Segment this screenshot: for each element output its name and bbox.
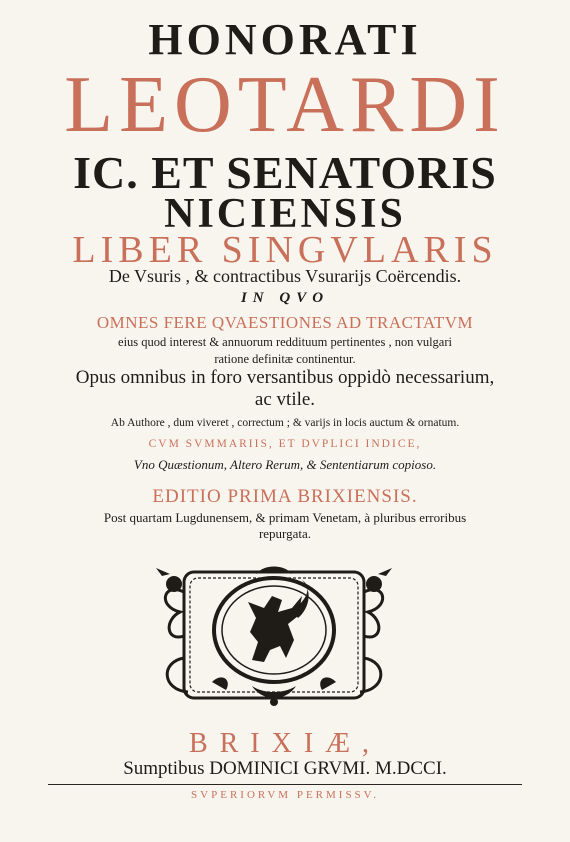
imprint-publisher-date: Sumptibus DOMINICI GRVMI. M.DCCI. [123, 758, 447, 779]
contents-line-1: eius quod interest & annuorum reddituum pertinentes , non vulgari [118, 335, 452, 349]
contents-line-2: ratione definitæ continentur. [214, 352, 356, 366]
recommendation-line-2: ac vtile. [254, 389, 316, 410]
index-heading: CVM SVMMARIIS, ET DVPLICI INDICE, [148, 438, 422, 450]
author-correction-note: Ab Authore , dum viveret , correctum ; & varijs in locis auctum & ornatum. [110, 417, 460, 429]
imprint-rule [48, 784, 522, 785]
edition-note-line-1: Post quartam Lugdunensem, & primam Venetam, à pluribus erroribus [103, 510, 467, 525]
author-title: IC. ET SENATORIS [73, 147, 497, 198]
recommendation-line-1: Opus omnibus in foro versantibus oppidò necessarium, [75, 367, 495, 388]
contents-heading: OMNES FERE QVAESTIONES AD TRACTATVM [96, 313, 474, 332]
printers-mark-griffin-emblem [152, 562, 396, 710]
index-description: Vno Quæstionum, Altero Rerum, & Sententiarum copioso. [133, 457, 437, 472]
book-subtitle: De Vsuris , & contractibus Vsurarijs Coërcendis. [108, 266, 462, 286]
edition-note-line-2: repurgata. [258, 526, 312, 541]
edition-statement: EDITIO PRIMA BRIXIENSIS. [152, 486, 418, 507]
permission-statement: SVPERIORVM PERMISSV. [191, 789, 379, 801]
in-quo-heading: IN QVO [240, 290, 330, 306]
book-title: LIBER SINGVLARIS [72, 229, 498, 271]
author-origin: NICIENSIS [164, 191, 406, 237]
imprint-place: BRIXIÆ, [188, 728, 382, 759]
author-first-name: HONORATI [148, 15, 422, 64]
author-surname: LEOTARDI [64, 61, 506, 149]
